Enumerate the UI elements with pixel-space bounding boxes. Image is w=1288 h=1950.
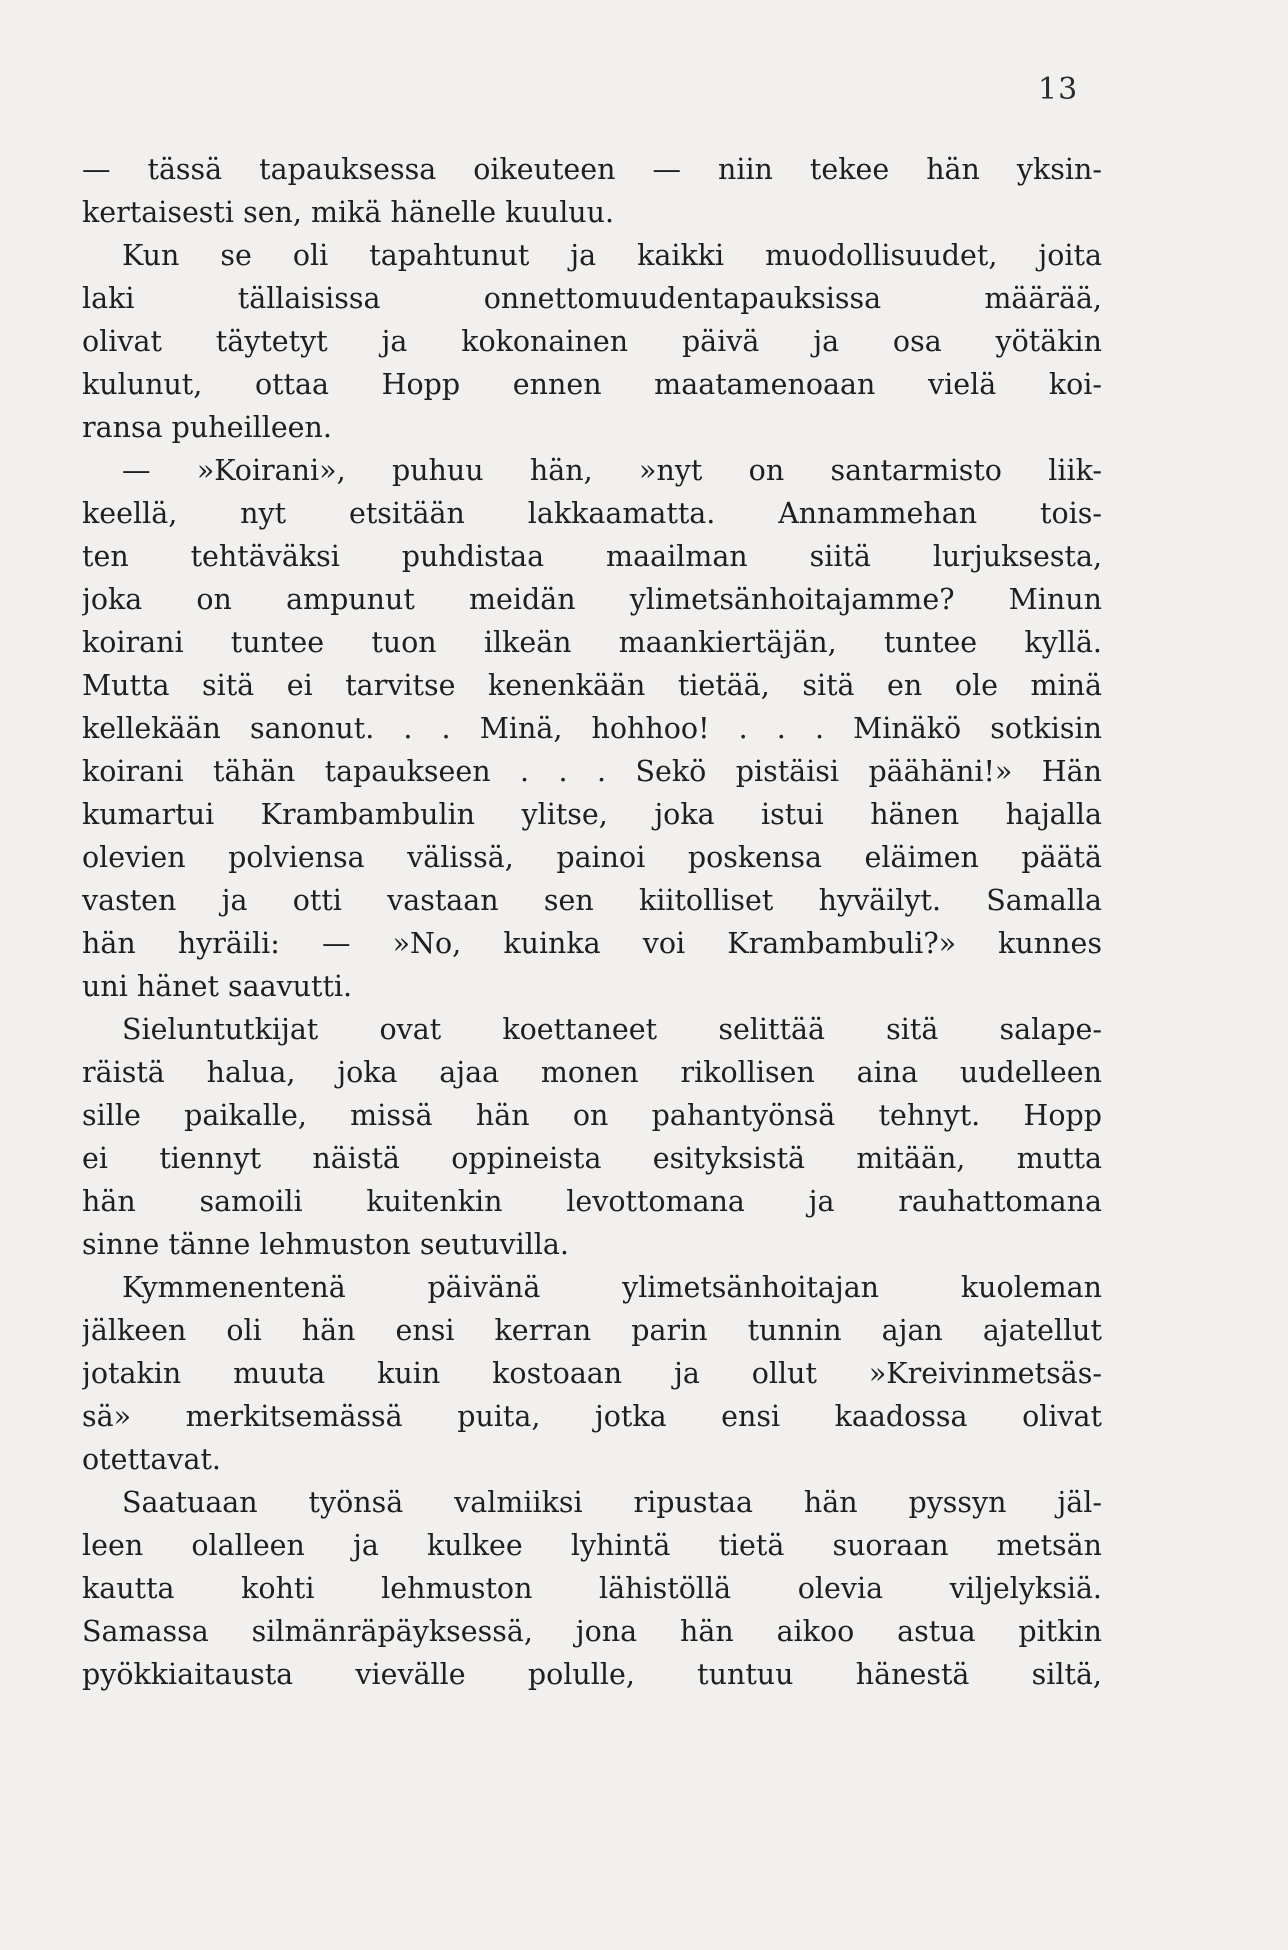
text-line: Kymmenentenä päivänä ylimetsänhoitajan kuoleman [122,1271,1102,1304]
text-line: Mutta sitä ei tarvitse kenenkään tietää, sitä en ole minä [82,669,1102,702]
text-line: pyökkiaitausta vievälle polulle, tuntuu hänestä siltä, [82,1658,1102,1691]
body-text [82,148,1102,1696]
text-line: Kun se oli tapahtunut ja kaikki muodollisuudet, joita [122,239,1102,272]
text-line: sille paikalle, missä hän on pahantyönsä tehnyt. Hopp [82,1099,1102,1132]
text-line: koirani tuntee tuon ilkeän maankiertäjän, tuntee kyllä. [82,626,1102,659]
text-line: Samassa silmänräpäyksessä, jona hän aikoo astua pitkin [82,1615,1102,1648]
text-line: — »Koirani», puhuu hän, »nyt on santarmisto liik- [122,454,1102,487]
text-line: vasten ja otti vastaan sen kiitolliset hyväilyt. Samalla [82,884,1102,917]
text-line: kellekään sanonut. . . Minä, hohhoo! . . . Minäkö sotkisin [82,712,1102,745]
text-line: — tässä tapauksessa oikeuteen — niin tekee hän yksin- [82,153,1102,186]
text-line: Sieluntutkijat ovat koettaneet selittää sitä salape- [122,1013,1102,1046]
text-line: kertaisesti sen, mikä hänelle kuuluu. [82,196,615,229]
text-line: joka on ampunut meidän ylimetsänhoitajamme? Minun [82,583,1102,616]
text-line: hän samoili kuitenkin levottomana ja rauhattomana [82,1185,1102,1218]
text-line: kumartui Krambambulin ylitse, joka istui hänen hajalla [82,798,1102,831]
text-line: ei tiennyt näistä oppineista esityksistä mitään, mutta [82,1142,1102,1175]
text-line: räistä halua, joka ajaa monen rikollisen aina uudelleen [82,1056,1102,1089]
text-line: Saatuaan työnsä valmiiksi ripustaa hän pyssyn jäl- [122,1486,1102,1519]
text-line: otettavat. [82,1443,221,1476]
text-line: olivat täytetyt ja kokonainen päivä ja osa yötäkin [82,325,1102,358]
text-line: hän hyräili: — »No, kuinka voi Krambambuli?» kunnes [82,927,1102,960]
text-line: kautta kohti lehmuston lähistöllä olevia viljelyksiä. [82,1572,1102,1605]
text-line: laki tällaisissa onnettomuudentapauksissa määrää, [82,282,1102,315]
page-number: 13 [1038,72,1079,107]
text-line: koirani tähän tapaukseen . . . Sekö pistäisi päähäni!» Hän [82,755,1102,788]
text-line: sinne tänne lehmuston seutuvilla. [82,1228,569,1261]
text-line: jälkeen oli hän ensi kerran parin tunnin ajan ajatellut [82,1314,1102,1347]
text-line: keellä, nyt etsitään lakkaamatta. Annammehan tois- [82,497,1102,530]
text-line: ten tehtäväksi puhdistaa maailman siitä lurjuksesta, [82,540,1102,573]
text-line: leen olalleen ja kulkee lyhintä tietä suoraan metsän [82,1529,1102,1562]
text-line: ransa puheilleen. [82,411,332,444]
text-line: jotakin muuta kuin kostoaan ja ollut »Kreivinmetsäs- [82,1357,1102,1390]
text-line: olevien polviensa välissä, painoi poskensa eläimen päätä [82,841,1102,874]
text-line: kulunut, ottaa Hopp ennen maatamenoaan vielä koi- [82,368,1102,401]
text-line: sä» merkitsemässä puita, jotka ensi kaadossa olivat [82,1400,1102,1433]
text-line: uni hänet saavutti. [82,970,353,1003]
